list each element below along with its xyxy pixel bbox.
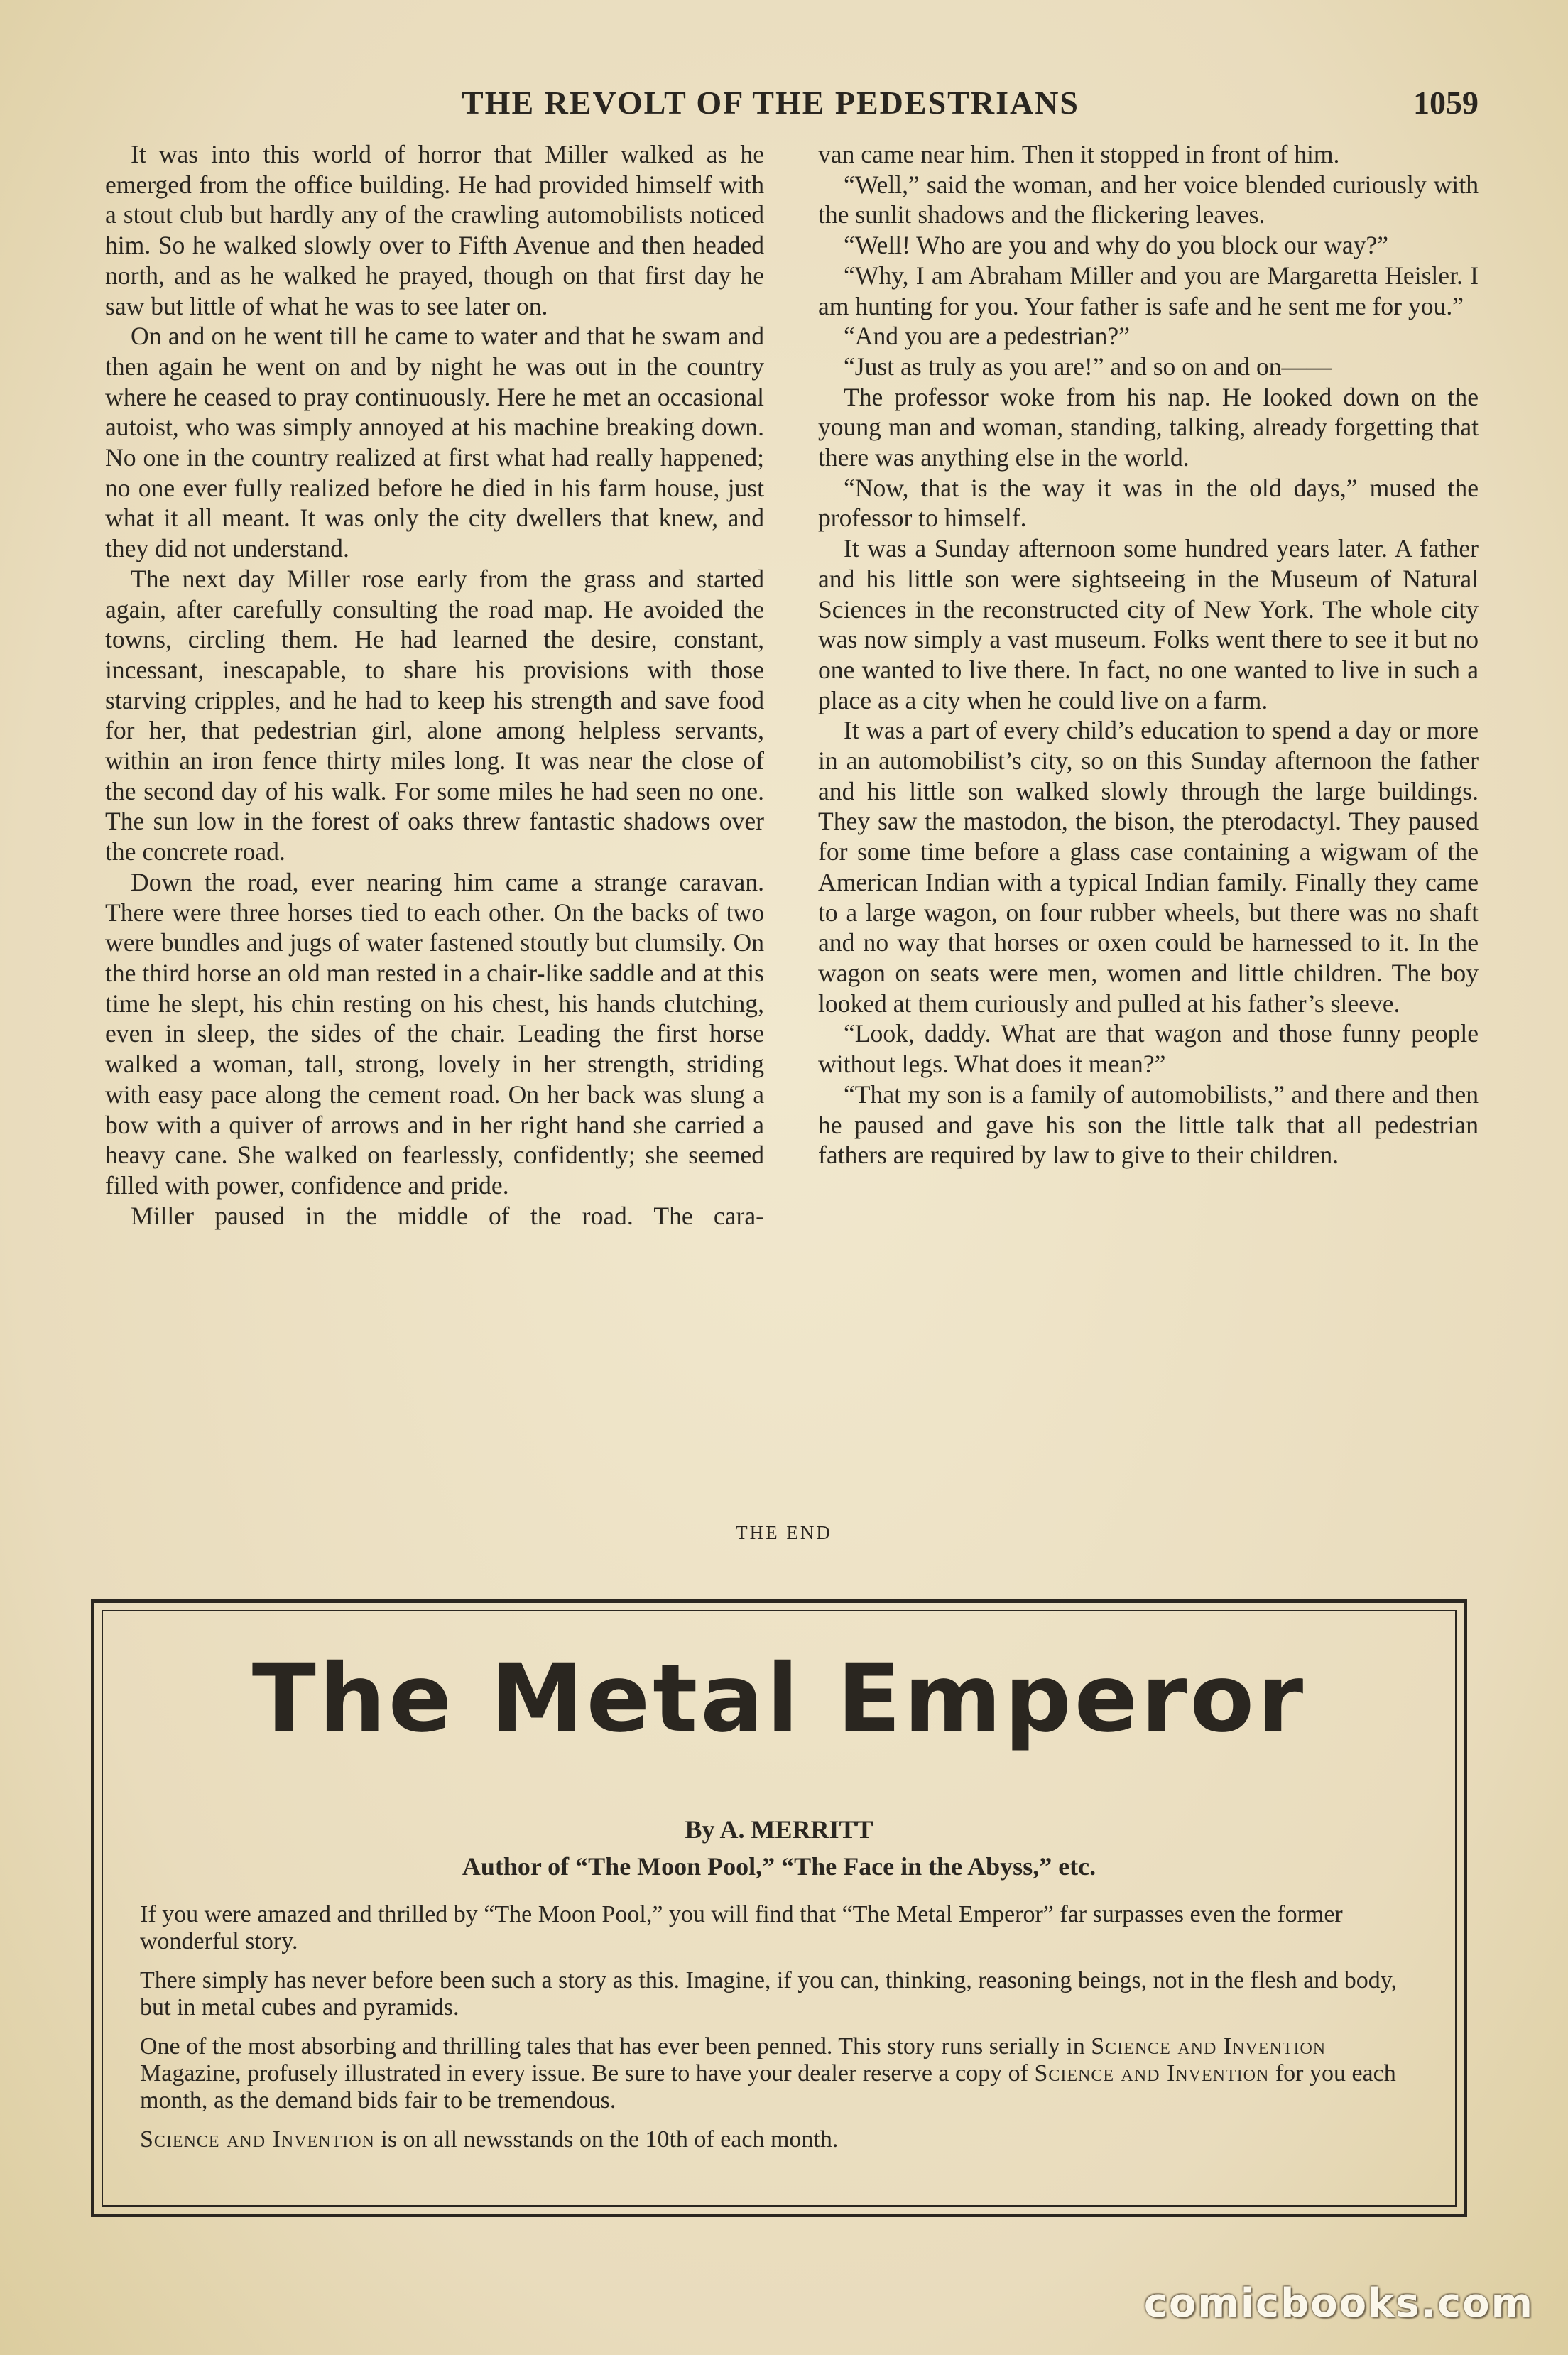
- ad-paragraph: If you were amazed and thrilled by “The Moon Pool,” you will find that “The Metal Emperor” far surpasses even the former wonderful story.: [140, 1901, 1343, 1954]
- paragraph: “Well! Who are you and why do you block our way?”: [844, 231, 1389, 260]
- paragraph: “Well,” said the woman, and her voice blended curiously with the sunlit shadows and the flickering leaves.: [818, 170, 1479, 229]
- ad-text: is on all newsstands on the 10th of each month.: [374, 2126, 839, 2153]
- right-column: [818, 139, 1479, 1170]
- magazine-name: Science and Invention: [1034, 2060, 1270, 2087]
- ad-author-credits: Author of “The Moon Pool,” “The Face in the Abyss,” etc.: [462, 1852, 1096, 1881]
- paragraph: It was a Sunday afternoon some hundred years later. A father and his little son were sightseeing in the Museum of Natural Sciences in the reconstructed city of New York. The whole city was now simply a vast museum. Folks went there to see it but no one wanted to live there. In fact, no one wanted to live in such a place as a city when he could live on a farm.: [818, 534, 1479, 714]
- paragraph: Miller paused in the middle of the road. The cara-: [131, 1201, 764, 1230]
- ad-byline: By A. MERRITT: [685, 1815, 873, 1844]
- magazine-name: Science and Invention: [140, 2126, 375, 2153]
- paragraph: van came near him. Then it stopped in front of him.: [818, 140, 1340, 168]
- ad-text: Magazine, profusely illustrated in every issue. Be sure to have your dealer reserve a copy of: [140, 2060, 1035, 2087]
- magazine-name: Science and Invention: [1091, 2033, 1327, 2060]
- paragraph: “Now, that is the way it was in the old days,” mused the professor to himself.: [818, 473, 1479, 533]
- ad-body: [140, 1901, 1418, 2165]
- paragraph: It was a part of every child’s education to spend a day or more in an automobilist’s city, so on this Sunday afternoon the father and his little son walked slowly through the large buildings. They saw the mastodon, the bison, the pterodactyl. They paused for some time before a glass case containing a wigwam of the American Indian with a typical Indian family. Finally they came to a large wagon, on four rubber wheels, but there was no shaft and no way that horses or oxen could be harnessed to it. In the wagon on seats were men, women and little children. The boy looked at them curiously and pulled at his father’s sleeve.: [818, 716, 1479, 1018]
- page-number: 1059: [1413, 85, 1479, 121]
- ad-paragraph: There simply has never before been such a story as this. Imagine, if you can, thinking, reasoning beings, not in the flesh and body, but in metal cubes and pyramids.: [140, 1967, 1398, 2020]
- paragraph: On and on he went till he came to water and that he swam and then again he went on and by night he was out in the country where he ceased to pray continuously. Here he met an occasional autoist, who was simply annoyed at his machine breaking down. No one in the country realized at first what had really happened; no one ever fully realized before he died in his farm house, just what it all meant. It was only the city dwellers that knew, and they did not understand.: [105, 322, 764, 563]
- paragraph: “Look, daddy. What are that wagon and those funny people without legs. What does it mean?”: [818, 1019, 1479, 1079]
- left-column: [105, 139, 764, 1231]
- watermark-logo: comicbooks.com: [1143, 2280, 1534, 2327]
- advertisement-box: [91, 1599, 1467, 2217]
- running-title: THE REVOLT OF THE PEDESTRIANS: [461, 85, 1079, 121]
- paragraph: “That my son is a family of automobilists,” and there and then he paused and gave his son the little talk that all pedestrian fathers are required by law to give to their children.: [818, 1079, 1479, 1170]
- paragraph: “Just as truly as you are!” and so on and on——: [844, 352, 1332, 381]
- paragraph: “And you are a pedestrian?”: [844, 322, 1131, 351]
- ad-text: for you each month, as the demand bids fair to be tremendous.: [140, 2060, 1396, 2114]
- paragraph: “Why, I am Abraham Miller and you are Margaretta Heisler. I am hunting for you. Your father is safe and he sent me for you.”: [818, 261, 1479, 320]
- ad-title: The Metal Emperor: [251, 1644, 1307, 1753]
- ad-paragraph: [140, 2126, 1418, 2153]
- ad-text: One of the most absorbing and thrilling tales that has ever been penned. This story runs serially in: [140, 2033, 1091, 2060]
- running-head: [0, 84, 1568, 124]
- the-end-label: THE END: [736, 1522, 832, 1543]
- paragraph: It was into this world of horror that Miller walked as he emerged from the office building. He had provided himself with a stout club but hardly any of the crawling automobilists noticed him. So he walked slowly over to Fifth Avenue and then headed north, and as he walked he prayed, though on that first day he saw but little of what he was to see later on.: [105, 140, 764, 320]
- paragraph: Down the road, ever nearing him came a strange caravan. There were three horses tied to each other. On the backs of two were bundles and jugs of water fastened stoutly but clumsily. On the third horse an old man rested in a chair-like saddle and at this time he slept, his chin resting on his chest, his hands clutching, even in sleep, the sides of the chair. Leading the first horse walked a woman, tall, strong, lovely in her strength, striding with easy pace along the cement road. On her back was slung a bow with a quiver of arrows and in her right hand she carried a heavy cane. She walked on fearlessly, confidently; she seemed filled with power, confidence and pride.: [105, 867, 764, 1200]
- ad-paragraph: [140, 2033, 1418, 2114]
- paragraph: The professor woke from his nap. He looked down on the young man and woman, standing, talking, already forgetting that there was anything else in the world.: [818, 382, 1479, 472]
- paragraph: The next day Miller rose early from the grass and started again, after carefully consulting the road map. He avoided the towns, circling them. He had learned the desire, constant, incessant, inescapable, to share his provisions with those starving cripples, and he had to keep his strength and save food for her, that pedestrian girl, alone among helpless servants, within an iron fence thirty miles long. It was near the close of the second day of his walk. For some miles he had seen no one. The sun low in the forest of oaks threw fantastic shadows over the concrete road.: [105, 564, 764, 866]
